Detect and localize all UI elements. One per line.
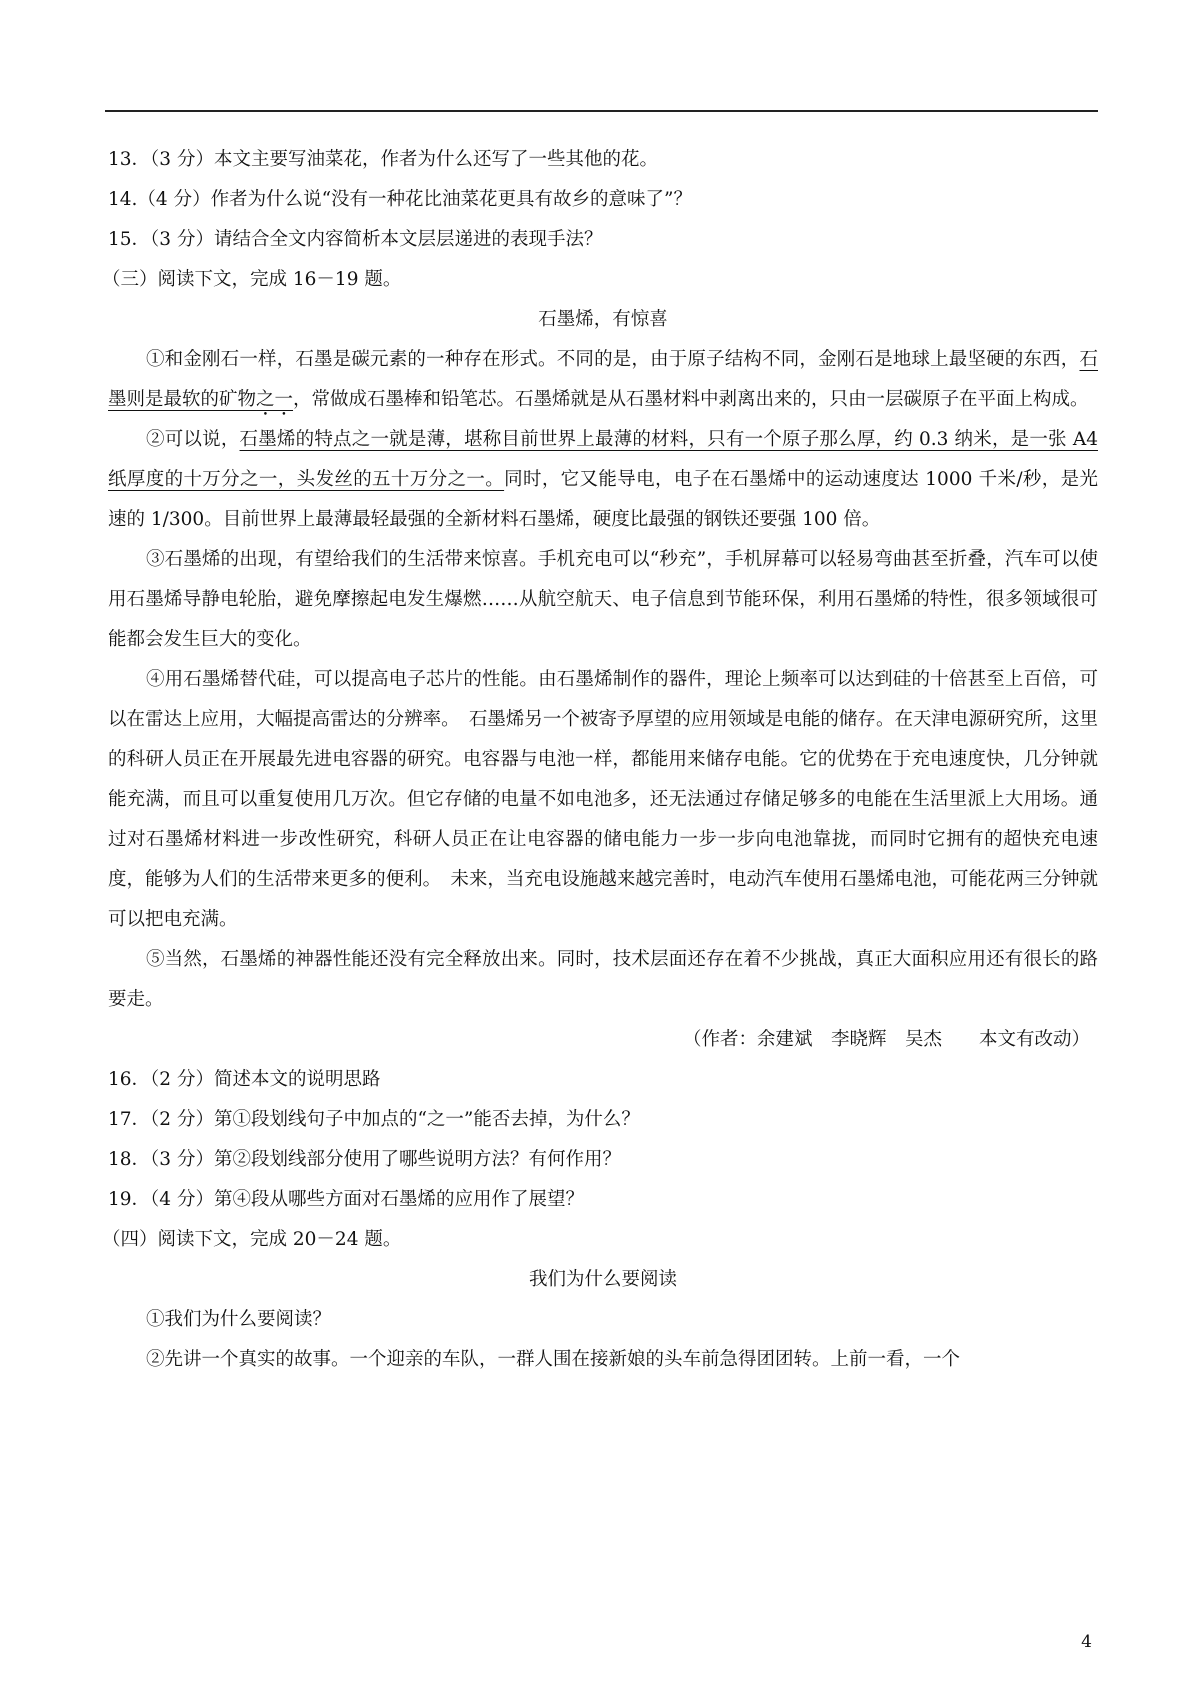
section-3-heading: （三）阅读下文，完成 16－19 题。 (102, 269, 402, 290)
question-13: 13．（3 分）本文主要写油菜花，作者为什么还写了一些其他的花。 (108, 149, 658, 170)
question-17: 17．（2 分）第①段划线句子中加点的“之一”能否去掉，为什么？ (108, 1109, 640, 1130)
section-4-heading: （四）阅读下文，完成 20－24 题。 (102, 1229, 402, 1250)
article-title-graphene: 石墨烯，有惊喜 (538, 309, 668, 330)
paragraph-2 (108, 420, 1098, 540)
question-18: 18．（3 分）第②段划线部分使用了哪些说明方法？有何作用？ (108, 1149, 621, 1170)
p1-text-b: ，常做成石墨棒和铅笔芯。石墨烯就是从石墨材料中剥离出来的，只由一层碳原子在平面上构成。 (293, 389, 1089, 410)
header-rule (105, 110, 1098, 112)
page-number: 4 (1081, 1632, 1092, 1652)
page-content (102, 140, 1098, 1380)
p2-text-a: ②可以说， (146, 429, 240, 450)
p1-text-a: ①和金刚石一样，石墨是碳元素的一种存在形式。不同的是，由于原子结构不同，金刚石是地球上最坚硬的东西， (146, 349, 1080, 370)
paragraph-4: ④用石墨烯替代硅，可以提高电子芯片的性能。由石墨烯制作的器件，理论上频率可以达到硅的十倍甚至上百倍，可以在雷达上应用，大幅提高雷达的分辨率。 石墨烯另一个被寄予厚望的应用领域是电能的储存。在天津电源研究所，这里的科研人员正在开展最先进电容器的研究。电容器与电池一样，都能用来储存电能。它的优势在于充电速度快，几分钟就能充满，而且可以重复使用几万次。但它存储的电量不如电池多，还无法通过存储足够多的电能在生活里派上大用场。通过对石墨烯材料进一步改性研究，科研人员正在让电容器的储电能力一步一步向电池靠拢，而同时它拥有的超快充电速度，能够为人们的生活带来更多的便利。 未来，当充电设施越来越完善时，电动汽车使用石墨烯电池，可能花两三分钟就可以把电充满。 (108, 669, 1098, 930)
question-19: 19．（4 分）第④段从哪些方面对石墨烯的应用作了展望？ (108, 1189, 584, 1210)
question-15: 15．（3 分）请结合全文内容简析本文层层递进的表现手法？ (108, 229, 603, 250)
p2-underlined-text: 石墨烯的特点之一就是薄，堪称目前世界上最薄的材料，只有一个原子那么厚，约 0.3 纳米，是一张 A4 纸厚度的十万分之一，头发丝的五十万分之一。 (108, 429, 1098, 490)
p2-text-b: 同时，它又能导电，电子在石墨烯中的运动速度达 1000 千米/秒，是光速的 1/300。目前世界上最薄最轻最强的全新材料石墨烯，硬度比最强的钢铁还要强 100 倍。 (108, 469, 1098, 530)
p1-dotted-zhiyi: 之一 (256, 389, 294, 410)
article-author: （作者：余建斌 李晓辉 吴杰 本文有改动） (682, 1029, 1090, 1050)
paragraph-1 (108, 340, 1098, 420)
article-title-reading: 我们为什么要阅读 (528, 1269, 677, 1290)
paragraph-3: ③石墨烯的出现，有望给我们的生活带来惊喜。手机充电可以“秒充”，手机屏幕可以轻易弯曲甚至折叠，汽车可以使用石墨烯导静电轮胎，避免摩擦起电发生爆燃……从航空航天、电子信息到节能环保，利用石墨烯的特性，很多领域很可能都会发生巨大的变化。 (108, 549, 1098, 650)
paragraph-5: ⑤当然，石墨烯的神器性能还没有完全释放出来。同时，技术层面还存在着不少挑战，真正大面积应用还有很长的路要走。 (108, 949, 1098, 1010)
reading-paragraph-1: ①我们为什么要阅读？ (146, 1309, 332, 1330)
question-16: 16．（2 分）简述本文的说明思路 (108, 1069, 381, 1090)
reading-paragraph-2: ②先讲一个真实的故事。一个迎亲的车队，一群人围在接新娘的头车前急得团团转。上前一看，一个 (146, 1349, 961, 1370)
question-14: 14.（4 分）作者为什么说“没有一种花比油菜花更具有故乡的意味了”？ (108, 189, 692, 210)
p1-underlined-text: 石墨则是最软的矿物 (108, 349, 1098, 410)
